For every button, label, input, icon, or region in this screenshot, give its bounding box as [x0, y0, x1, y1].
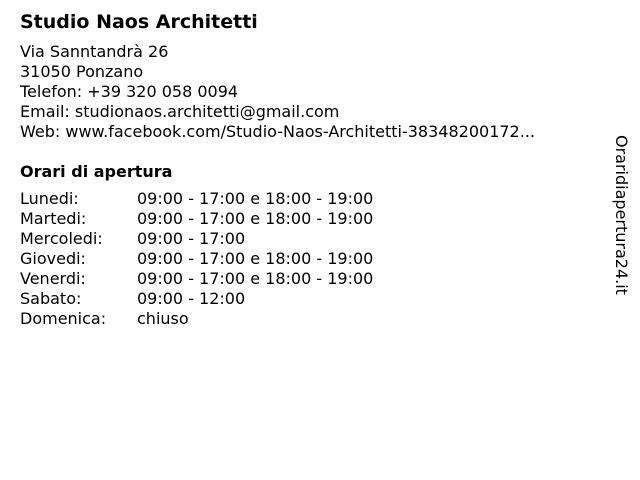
email-line: Email: studionaos.architetti@gmail.com: [20, 102, 340, 121]
day-label: Domenica:: [20, 309, 107, 328]
time-value: 09:00 - 17:00: [137, 229, 246, 248]
day-label: Lunedi:: [20, 189, 79, 208]
hours-row-saturday: [20, 289, 600, 309]
time-value: 09:00 - 17:00 e 18:00 - 19:00: [137, 249, 374, 268]
time-value: 09:00 - 17:00 e 18:00 - 19:00: [137, 209, 374, 228]
hours-row-sunday: [20, 309, 600, 329]
hours-row-friday: [20, 269, 600, 289]
time-value: 09:00 - 17:00 e 18:00 - 19:00: [137, 189, 374, 208]
site-credit: Oraridiapertura24.it: [612, 135, 631, 295]
day-label: Giovedi:: [20, 249, 86, 268]
contact-info: [20, 42, 600, 142]
website-line: Web: www.facebook.com/Studio-Naos-Architetti-38348200172...: [20, 122, 535, 141]
time-value: 09:00 - 12:00: [137, 289, 246, 308]
time-value: 09:00 - 17:00 e 18:00 - 19:00: [137, 269, 374, 288]
opening-hours-table: [20, 189, 600, 329]
city-line: 31050 Ponzano: [20, 62, 144, 81]
hours-row-thursday: [20, 249, 600, 269]
business-card: [20, 10, 600, 329]
day-label: Martedi:: [20, 209, 87, 228]
time-value: chiuso: [137, 309, 189, 328]
street-address: Via Sanntandrà 26: [20, 42, 169, 61]
day-label: Sabato:: [20, 289, 82, 308]
opening-hours-heading: Orari di apertura: [20, 162, 173, 181]
phone-line: Telefon: +39 320 058 0094: [20, 82, 239, 101]
hours-row-monday: [20, 189, 600, 209]
day-label: Venerdi:: [20, 269, 86, 288]
business-name: Studio Naos Architetti: [20, 11, 258, 33]
day-label: Mercoledi:: [20, 229, 103, 248]
hours-row-tuesday: [20, 209, 600, 229]
hours-row-wednesday: [20, 229, 600, 249]
